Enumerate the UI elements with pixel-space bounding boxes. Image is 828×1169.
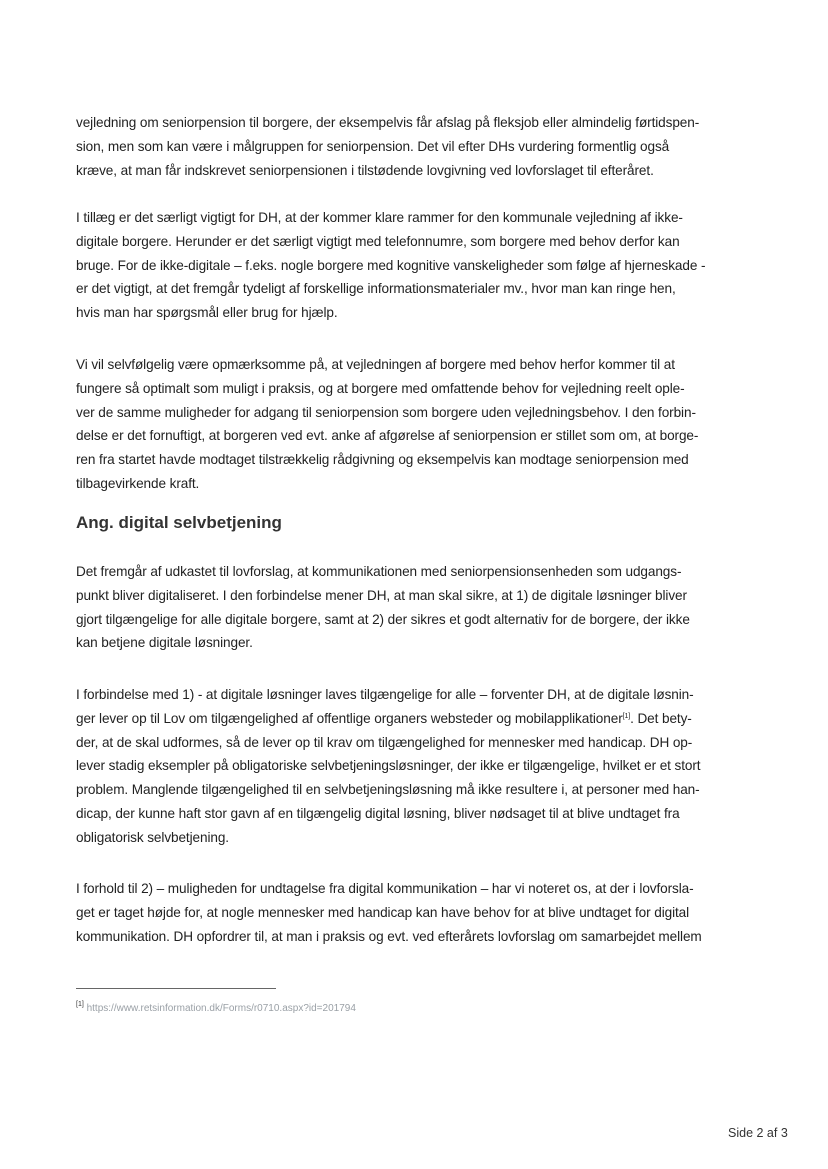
text-line: tilbagevirkende kraft. (76, 475, 200, 491)
text-line: ren fra startet havde modtaget tilstrækkelig rådgivning og eksempelvis kan modtage seniorpension med (76, 452, 689, 468)
paragraph-tilgaengelighed (76, 683, 766, 850)
page-number: Side 2 af 3 (728, 1126, 788, 1140)
text-line: Vi vil selvfølgelig være opmærksomme på, at vejledningen af borgere med behov herfor kommer til at (76, 357, 675, 372)
text-line: Det fremgår af udkastet til lovforslag, at kommunikationen med seniorpensionsenheden som udgangs- (76, 564, 682, 579)
text-line: punkt bliver digitaliseret. I den forbindelse mener DH, at man skal sikre, at 1) de digitale løsninger bliver (76, 587, 687, 603)
text-line: sion, men som kan være i målgruppen for seniorpension. Det vil efter DHs vurdering formentlig også (76, 138, 670, 154)
text-segment: . Det bety- (630, 710, 692, 726)
paragraph-opmaerksomme (76, 353, 766, 496)
footnote-link[interactable]: https://www.retsinformation.dk/Forms/r0710.aspx?id=201794 (86, 1003, 356, 1014)
footnote-marker: [1] (76, 1001, 84, 1008)
section-heading: Ang. digital selvbetjening (76, 513, 282, 532)
text-line: vejledning om seniorpension til borgere, der eksempelvis får afslag på fleksjob eller almindelig førtidspen- (76, 115, 700, 130)
footnote-reference[interactable]: [1] (622, 712, 631, 720)
text-line: ver de samme muligheder for adgang til seniorpension som borgere uden vejledningsbehov. I den forbin- (76, 404, 696, 420)
text-line: problem. Manglende tilgængelighed til en selvbetjeningsløsning må ikke resultere i, at personer med han- (76, 782, 700, 798)
text-line: kræve, at man får indskrevet seniorpensionen i tilstødende lovgivning ved lovforslaget til efteråret. (76, 162, 654, 178)
text-line: er det vigtigt, at det fremgår tydeligt af forskellige informationsmaterialer mv., hvor man kan ringe hen, (76, 281, 676, 297)
text-line: fungere så optimalt som muligt i praksis, og at borgere med omfattende behov for vejledning reelt ople- (76, 380, 685, 396)
paragraph-vejledning (76, 111, 766, 182)
text-line-with-footnote (76, 707, 766, 731)
text-line: get er taget højde for, at nogle mennesker med handicap kan have behov for at blive undtaget for digital (76, 904, 690, 920)
paragraph-kommunal-vejledning (76, 206, 766, 325)
text-line: delse er det fornuftigt, at borgeren ved evt. anke af afgørelse af seniorpension er stillet som om, at borge- (76, 428, 699, 444)
text-line: hvis man har spørgsmål eller brug for hjælp. (76, 305, 338, 321)
text-line: I forhold til 2) – muligheden for undtagelse fra digital kommunikation – har vi noteret os, at der i lovforsla- (76, 881, 694, 896)
text-line: digitale borgere. Herunder er det særligt vigtigt med telefonnumre, som borgere med behov derfor kan (76, 233, 680, 249)
text-line: kan betjene digitale løsninger. (76, 635, 253, 651)
footnote (76, 1003, 356, 1014)
text-line: I forbindelse med 1) - at digitale løsninger laves tilgængelige for alle – forventer DH, at de digitale løsnin- (76, 687, 694, 702)
text-line: lever stadig eksempler på obligatoriske selvbetjeningsløsninger, der ikke er tilgængelige, hvilket er et stort (76, 758, 701, 774)
footnote-divider (76, 988, 276, 989)
text-line: dicap, der kunne haft stor gavn af en tilgængelig digital løsning, bliver nødsaget til at blive undtaget fra (76, 805, 680, 821)
text-segment: ger lever op til Lov om tilgængelighed af offentlige organers websteder og mobilapplikationer (76, 710, 623, 726)
paragraph-digitaliseret (76, 560, 766, 655)
text-line: der, at de skal udformes, så de lever op til krav om tilgængelighed for mennesker med handicap. DH op- (76, 734, 693, 750)
text-line: kommunikation. DH opfordrer til, at man i praksis og evt. ved efterårets lovforslag om samarbejdet mellem (76, 928, 702, 944)
text-line: bruge. For de ikke-digitale – f.eks. nogle borgere med kognitive vanskeligheder som følge af hjerneskade - (76, 257, 706, 273)
text-line: I tillæg er det særligt vigtigt for DH, at der kommer klare rammer for den kommunale vejledning af ikke- (76, 210, 683, 225)
text-line: obligatorisk selvbetjening. (76, 829, 229, 845)
paragraph-undtagelse (76, 877, 766, 948)
text-line: gjort tilgængelige for alle digitale borgere, samt at 2) der sikres et godt alternativ for de borgere, der ikke (76, 611, 690, 627)
